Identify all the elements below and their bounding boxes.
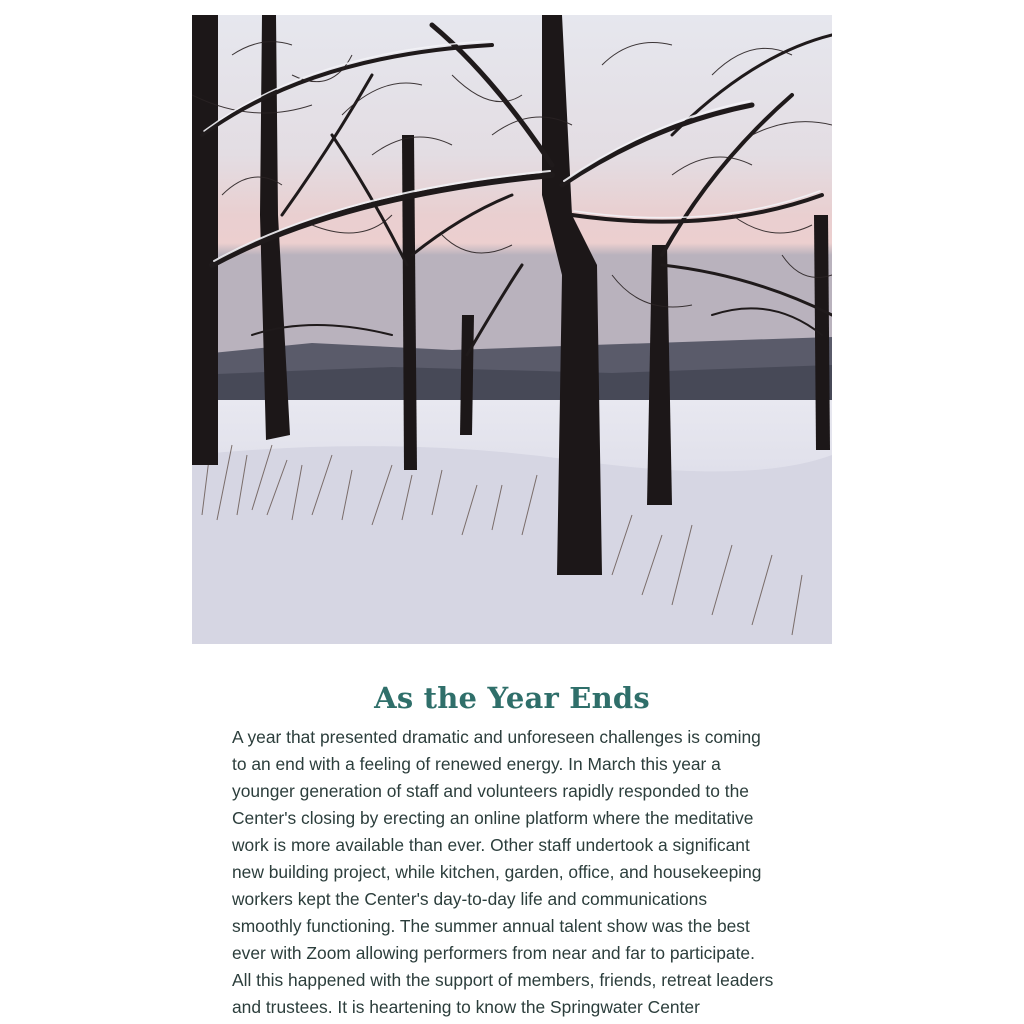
body-line: work is more available than ever. Other staff undertook a significant — [232, 835, 750, 855]
article-body — [232, 724, 797, 1021]
body-line: new building project, while kitchen, garden, office, and housekeeping — [232, 862, 762, 882]
body-line: smoothly functioning. The summer annual talent show was the best — [232, 916, 750, 936]
body-line: workers kept the Center's day-to-day life and communications — [232, 889, 708, 909]
body-line: A year that presented dramatic and unforeseen challenges is coming — [232, 727, 761, 747]
body-line: to an end with a feeling of renewed energy. In March this year a — [232, 754, 721, 774]
body-line: and trustees. It is heartening to know the Springwater Center — [232, 997, 700, 1017]
hero-image — [192, 15, 832, 644]
body-line: younger generation of staff and volunteers rapidly responded to the — [232, 781, 749, 801]
body-line: Center's closing by erecting an online platform where the meditative — [232, 808, 754, 828]
body-line: All this happened with the support of members, friends, retreat leaders — [232, 970, 774, 990]
body-line: ever with Zoom allowing performers from near and far to participate. — [232, 943, 755, 963]
article-title: As the Year Ends — [374, 681, 650, 715]
